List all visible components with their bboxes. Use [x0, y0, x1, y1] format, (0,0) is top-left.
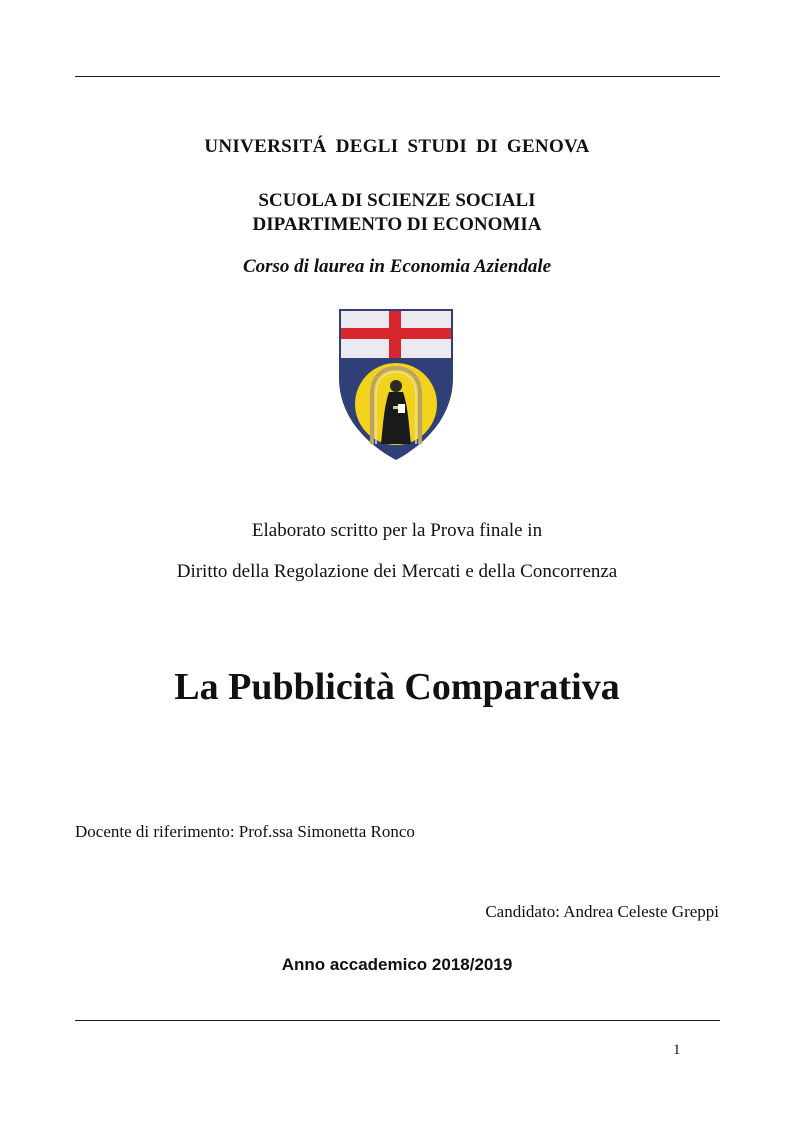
university-crest-icon: [336, 306, 456, 462]
thesis-title: La Pubblicità Comparativa: [174, 666, 620, 708]
bottom-rule: [75, 1020, 720, 1021]
course-name: Corso di laurea in Economia Aziendale: [242, 256, 552, 277]
top-rule: [75, 76, 720, 77]
department-name: DIPARTIMENTO DI ECONOMIA: [252, 214, 542, 235]
teacher-line: Docente di riferimento: Prof.ssa Simonetta Ronco: [75, 822, 415, 841]
academic-year: Anno accademico 2018/2019: [281, 955, 513, 974]
university-name: UNIVERSITÁ DEGLI STUDI DI GENOVA: [204, 136, 590, 157]
candidate-line: Candidato: Andrea Celeste Greppi: [485, 902, 719, 921]
subtitle-line-2: Diritto della Regolazione dei Mercati e della Concorrenza: [176, 561, 618, 582]
subtitle-line-1: Elaborato scritto per la Prova finale in: [251, 520, 543, 541]
school-name: SCUOLA DI SCIENZE SOCIALI: [258, 190, 536, 211]
page-number: 1: [673, 1042, 681, 1058]
